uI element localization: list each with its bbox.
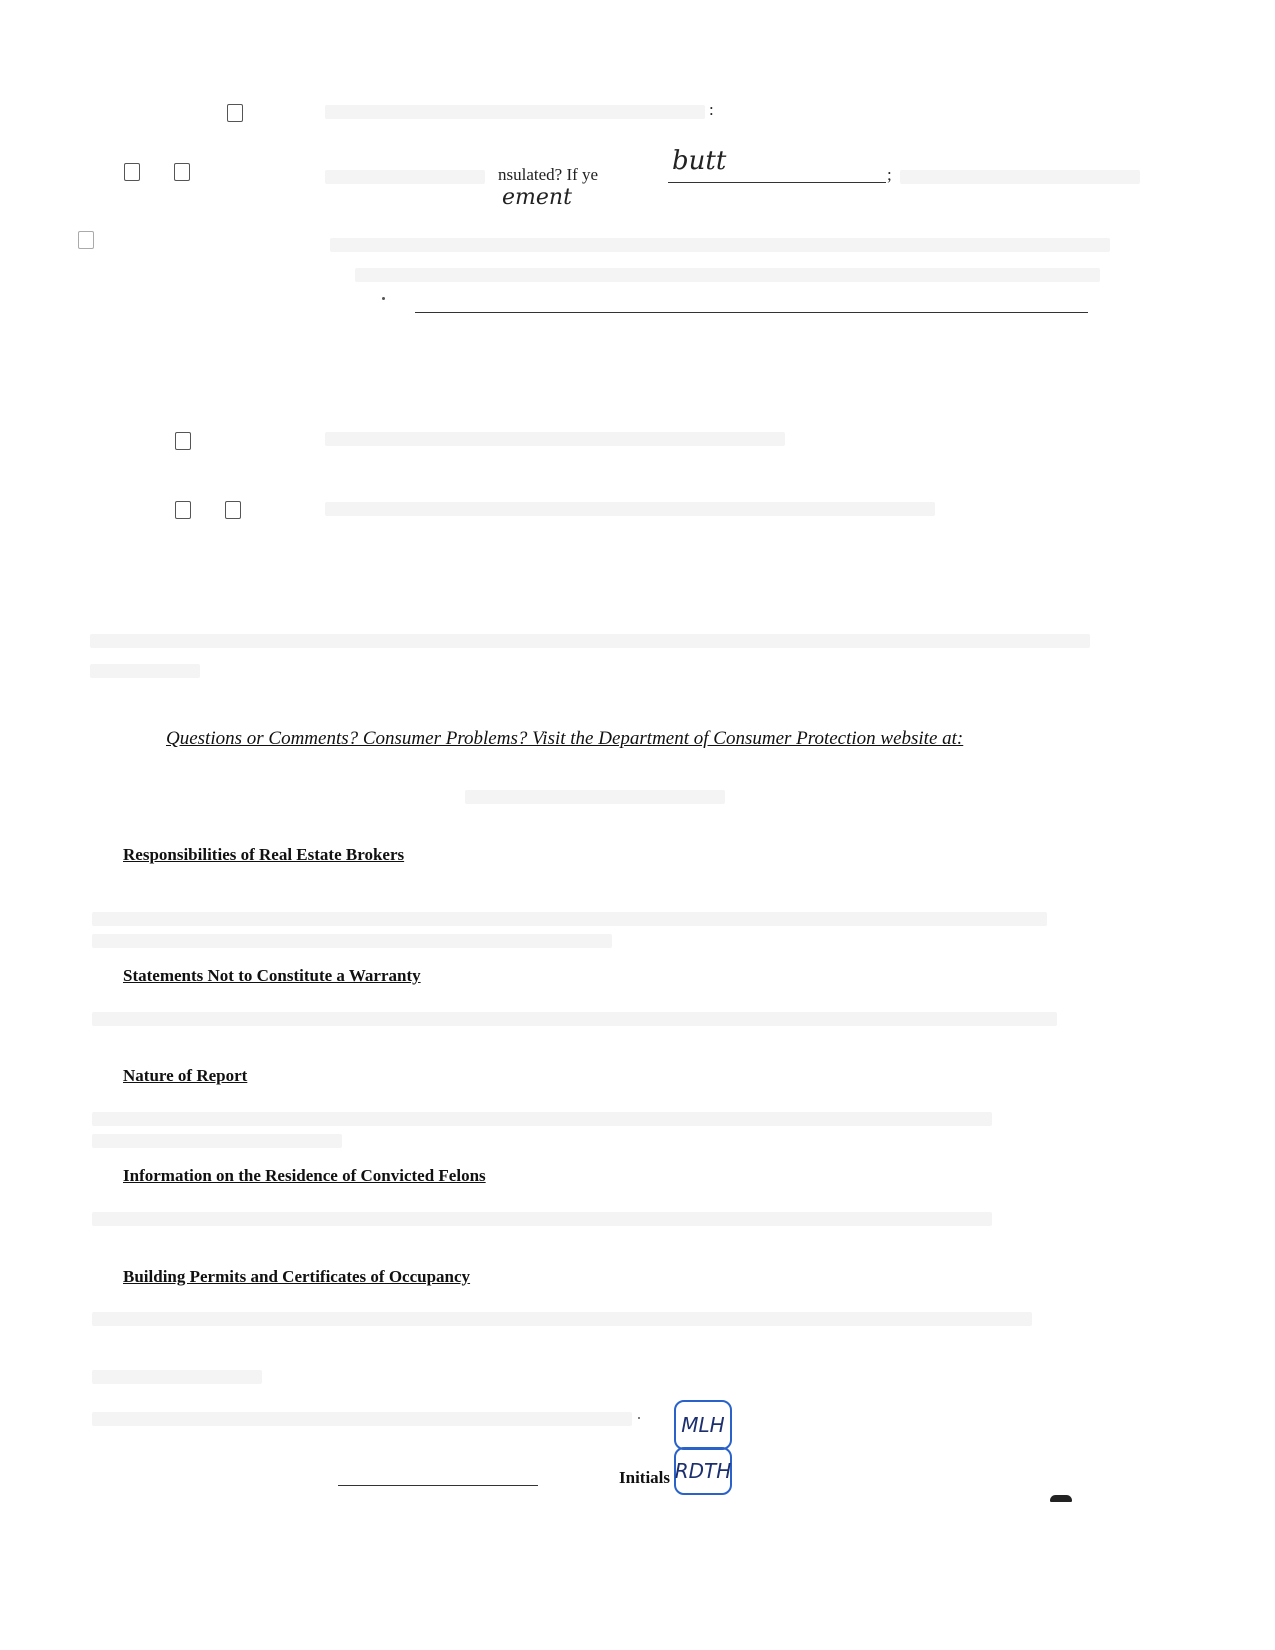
signature-blank[interactable] [338,1485,538,1486]
insulation-type-blank[interactable] [668,182,886,183]
heading-no-warranty: Statements Not to Constitute a Warranty [123,966,421,985]
buyer-initials-stamp[interactable] [674,1400,732,1450]
faded-text [92,1012,1057,1026]
checkbox-row2-yes[interactable] [124,163,140,181]
faded-text [90,664,200,678]
faded-text [325,432,785,446]
explanation-blank[interactable] [415,312,1088,313]
faded-text [92,934,612,948]
seller-initials-stamp[interactable] [674,1447,732,1495]
faded-text [325,105,705,119]
faded-text [92,1412,632,1426]
consumer-protection-notice: Questions or Comments? Consumer Problems? Visit the Department of Consumer Protection website at: [166,728,964,749]
faded-text [330,238,1110,252]
faded-text [325,170,485,184]
faded-text [325,502,935,516]
initials-label: Initials [619,1468,671,1487]
faded-text [465,790,725,804]
seller-initials: RDTH [674,1459,732,1483]
faded-text [92,1112,992,1126]
checkbox-row2-no[interactable] [174,163,190,181]
faded-text [355,268,1100,282]
row1-colon: : [709,100,714,119]
insulated-question-label: nsulated? If ye [498,165,599,184]
scan-artifact [1050,1495,1072,1502]
heading-nature-of-report: Nature of Report [123,1066,248,1085]
faded-text [92,1212,992,1226]
mark-dot [382,297,385,300]
checkbox-row4[interactable] [175,432,191,450]
handwritten-answer-bottom: ement [502,185,572,210]
faded-text [90,634,1090,648]
checkbox-row5-yes[interactable] [175,501,191,519]
checkbox-row5-no[interactable] [225,501,241,519]
heading-building-permits: Building Permits and Certificates of Occupancy [123,1267,471,1286]
heading-convicted-felons: Information on the Residence of Convicted Felons [123,1166,486,1185]
buyer-initials: MLH [681,1413,725,1437]
faded-text [92,912,1047,926]
checkbox-row1[interactable] [227,104,243,122]
row2-semicolon: ; [887,165,892,184]
checkbox-row3[interactable] [78,231,94,249]
faded-text [92,1312,1032,1326]
heading-broker-responsibilities: Responsibilities of Real Estate Brokers [123,845,405,864]
faded-text [900,170,1140,184]
handwritten-answer-top: butt [672,146,727,176]
faded-text [92,1134,342,1148]
faded-text [92,1370,262,1384]
mark-dot [638,1417,640,1419]
